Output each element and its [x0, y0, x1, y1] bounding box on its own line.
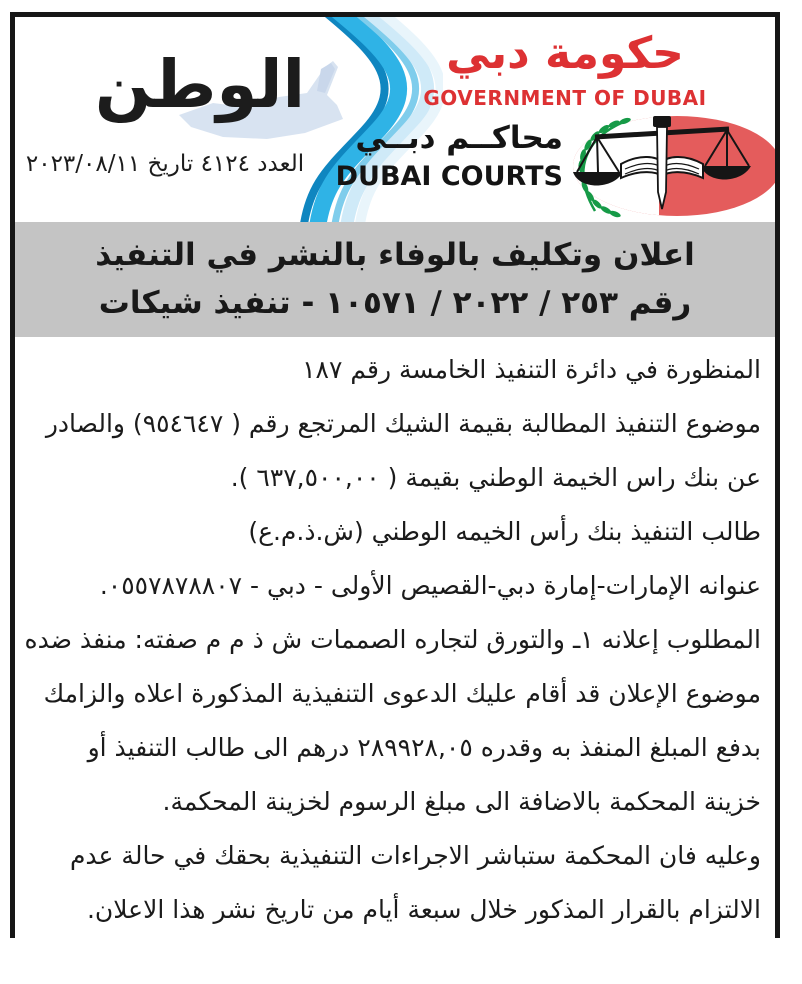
dubai-courts-wordmark	[335, 119, 563, 192]
notice-body	[15, 337, 775, 943]
notice-body-line: طالب التنفيذ بنك رأس الخيمه الوطني (ش.ذ.م.ع)	[248, 517, 761, 546]
notice-body-line: عنوانه الإمارات-إمارة دبي-القصيص الأولى - دبي - ٠٥٥٧٨٧٨٨٠٧.	[99, 571, 761, 600]
newspaper-logo-alwatan: الوطن	[94, 46, 306, 123]
government-of-dubai-logo	[420, 23, 710, 110]
notice-header	[15, 17, 775, 222]
issue-date-line: العدد ٤١٢٤ تاريخ ٢٠٢٣/٠٨/١١	[25, 151, 305, 177]
courts-english-label: DUBAI COURTS	[335, 160, 563, 192]
notice-body-line: خزينة المحكمة بالاضافة الى مبلغ الرسوم لخزينة المحكمة.	[162, 787, 761, 816]
courts-arabic-label: محاكــم دبــي	[355, 120, 563, 156]
notice-frame	[10, 12, 780, 938]
notice-body-line: الالتزام بالقرار المذكور خلال سبعة أيام من تاريخ نشر هذا الاعلان.	[86, 895, 761, 924]
notice-body-line: موضوع الإعلان قد أقام عليك الدعوى التنفيذية المذكورة اعلاه والزامك	[43, 679, 761, 708]
notice-body-line: وعليه فان المحكمة ستباشر الاجراءات التنفيذية بحقك في حالة عدم	[69, 841, 761, 870]
notice-body-line: عن بنك راس الخيمة الوطني بقيمة ( ٦٣٧,٥٠٠,٠٠ ).	[230, 463, 761, 492]
notice-body-line: المطلوب إعلانه ١ـ والتورق لتجاره الصممات ش ذ م م صفته: منفذ ضده	[24, 625, 761, 654]
notice-body-line: المنظورة في دائرة التنفيذ الخامسة رقم ١٨٧	[302, 355, 761, 384]
notice-title-line2: رقم ٢٥٣ / ٢٠٢٢ / ١٠٥٧١ - تنفيذ شيكات	[98, 284, 692, 321]
dubai-courts-emblem-icon	[565, 114, 775, 218]
government-english-label: GOVERNMENT OF DUBAI	[423, 85, 707, 110]
notice-body-line: موضوع التنفيذ المطالبة بقيمة الشيك المرتجع رقم ( ٩٥٤٦٤٧) والصادر	[45, 409, 761, 438]
government-arabic-calligraphy: حكومة دبي	[446, 28, 684, 79]
notice-title-line1: اعلان وتكليف بالوفاء بالنشر في التنفيذ	[95, 236, 695, 273]
notice-title-bar	[15, 222, 775, 337]
notice-body-line: بدفع المبلغ المنفذ به وقدره ٢٨٩٩٢٨,٠٥ درهم الى طالب التنفيذ أو	[87, 733, 761, 762]
